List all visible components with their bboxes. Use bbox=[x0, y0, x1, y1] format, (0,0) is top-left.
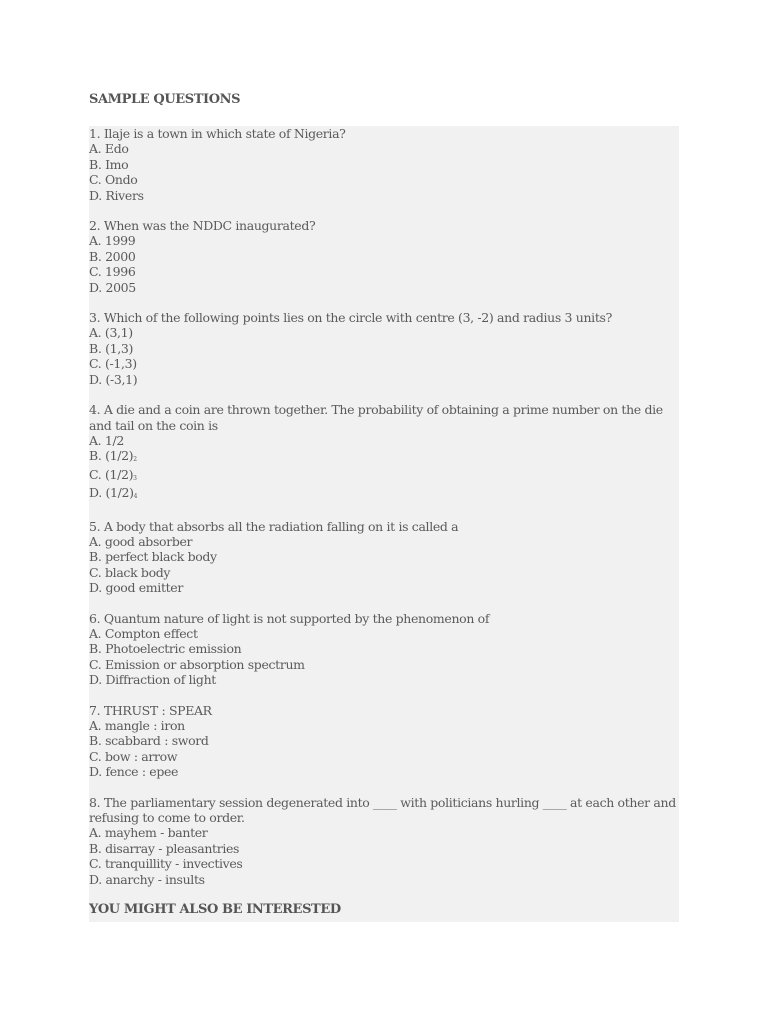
answer-option-label: A. Edo bbox=[89, 141, 129, 157]
question-item bbox=[89, 703, 679, 780]
answer-option bbox=[89, 856, 679, 871]
answer-option bbox=[89, 356, 679, 371]
answer-option bbox=[89, 341, 679, 356]
page-title: SAMPLE QUESTIONS bbox=[89, 92, 241, 107]
answer-option bbox=[89, 141, 679, 156]
question-text: 5. A body that absorbs all the radiation falling on it is called a bbox=[89, 518, 459, 534]
answer-option bbox=[89, 433, 679, 448]
answer-option bbox=[89, 549, 679, 564]
answer-option-label: D. fence : epee bbox=[89, 764, 179, 780]
answer-option bbox=[89, 372, 679, 387]
answer-option bbox=[89, 534, 679, 549]
answer-option-label: D. good emitter bbox=[89, 580, 183, 596]
answer-option bbox=[89, 841, 679, 856]
answer-option bbox=[89, 733, 679, 748]
answer-option-label: A. (3,1) bbox=[89, 325, 133, 341]
answer-option bbox=[89, 749, 679, 764]
answer-option-label: D. Rivers bbox=[89, 187, 144, 203]
answer-option-exponent: 3 bbox=[133, 474, 137, 482]
answer-option-label: D. Diffraction of light bbox=[89, 672, 216, 688]
question-item bbox=[89, 611, 679, 688]
answer-option-label: B. 2000 bbox=[89, 248, 136, 264]
answer-option bbox=[89, 764, 679, 779]
answer-option-label: A. 1/2 bbox=[89, 432, 124, 448]
answer-option bbox=[89, 264, 679, 279]
answer-option-exponent: 2 bbox=[133, 456, 137, 464]
answer-option-label: C. tranquillity - invectives bbox=[89, 856, 243, 872]
answer-option bbox=[89, 233, 679, 248]
question-item bbox=[89, 519, 679, 596]
question-text: 4. A die and a coin are thrown together. The probability of obtaining a prime number on the die and tail on the coin is bbox=[89, 402, 663, 433]
answer-option-label: A. Compton effect bbox=[89, 625, 198, 641]
answer-option-label: B. Imo bbox=[89, 156, 129, 172]
question-item bbox=[89, 310, 679, 387]
answer-option bbox=[89, 672, 679, 687]
question-item bbox=[89, 795, 679, 887]
answer-option-label: A. mangle : iron bbox=[89, 718, 185, 733]
answer-option-label: C. bow : arrow bbox=[89, 748, 178, 764]
question-text: 2. When was the NDDC inaugurated? bbox=[89, 218, 316, 234]
answer-option-label: C. 1996 bbox=[89, 264, 136, 280]
question-item bbox=[89, 402, 679, 503]
answer-option bbox=[89, 626, 679, 641]
answer-option bbox=[89, 872, 679, 887]
answer-option bbox=[89, 657, 679, 672]
answer-option bbox=[89, 157, 679, 172]
answer-option-label: C. (1/2) bbox=[89, 466, 134, 482]
answer-option bbox=[89, 565, 679, 580]
questions-panel bbox=[89, 126, 679, 922]
answer-option bbox=[89, 467, 679, 485]
answer-option bbox=[89, 718, 679, 733]
answer-option bbox=[89, 188, 679, 203]
answer-option-label: D. anarchy - insults bbox=[89, 871, 205, 887]
question-text: 6. Quantum nature of light is not supported by the phenomenon of bbox=[89, 610, 490, 626]
answer-option-label: B. Photoelectric emission bbox=[89, 641, 242, 657]
answer-option-label: C. (-1,3) bbox=[89, 356, 137, 372]
answer-option bbox=[89, 825, 679, 840]
answer-option bbox=[89, 249, 679, 264]
answer-option-label: A. good absorber bbox=[89, 533, 193, 549]
answer-option-label: B. perfect black body bbox=[89, 549, 217, 565]
answer-option bbox=[89, 280, 679, 295]
answer-option-label: C. Ondo bbox=[89, 172, 138, 188]
answer-option-label: D. 2005 bbox=[89, 279, 136, 295]
answer-option bbox=[89, 580, 679, 595]
question-list bbox=[89, 126, 679, 887]
answer-option-label: A. mayhem - banter bbox=[89, 825, 208, 841]
answer-option-label: C. black body bbox=[89, 564, 171, 580]
answer-option-label: B. (1,3) bbox=[89, 340, 133, 356]
answer-option-label: B. disarray - pleasantries bbox=[89, 840, 240, 856]
question-item bbox=[89, 126, 679, 203]
answer-option-label: A. 1999 bbox=[89, 233, 136, 249]
answer-option bbox=[89, 172, 679, 187]
footer-heading: YOU MIGHT ALSO BE INTERESTED bbox=[89, 902, 341, 918]
answer-option bbox=[89, 325, 679, 340]
answer-option bbox=[89, 641, 679, 656]
answer-option-label: B. scabbard : sword bbox=[89, 733, 209, 749]
answer-option-label: D. (1/2) bbox=[89, 485, 134, 501]
question-text: 8. The parliamentary session degenerated into ____ with politicians hurling ____ at each other and refusing to come to order. bbox=[89, 794, 676, 826]
answer-option bbox=[89, 485, 679, 503]
question-text: 7. THRUST : SPEAR bbox=[89, 702, 212, 718]
document-page bbox=[89, 92, 679, 922]
question-item bbox=[89, 218, 679, 295]
answer-option-exponent: 4 bbox=[133, 493, 138, 501]
answer-option bbox=[89, 448, 679, 466]
answer-option-label: B. (1/2) bbox=[89, 448, 134, 464]
answer-option-label: D. (-3,1) bbox=[89, 371, 138, 387]
answer-option-label: C. Emission or absorption spectrum bbox=[89, 656, 305, 672]
question-text: 3. Which of the following points lies on the circle with centre (3, -2) and radius 3 units? bbox=[89, 310, 612, 326]
question-text: 1. Ilaje is a town in which state of Nigeria? bbox=[89, 126, 346, 141]
